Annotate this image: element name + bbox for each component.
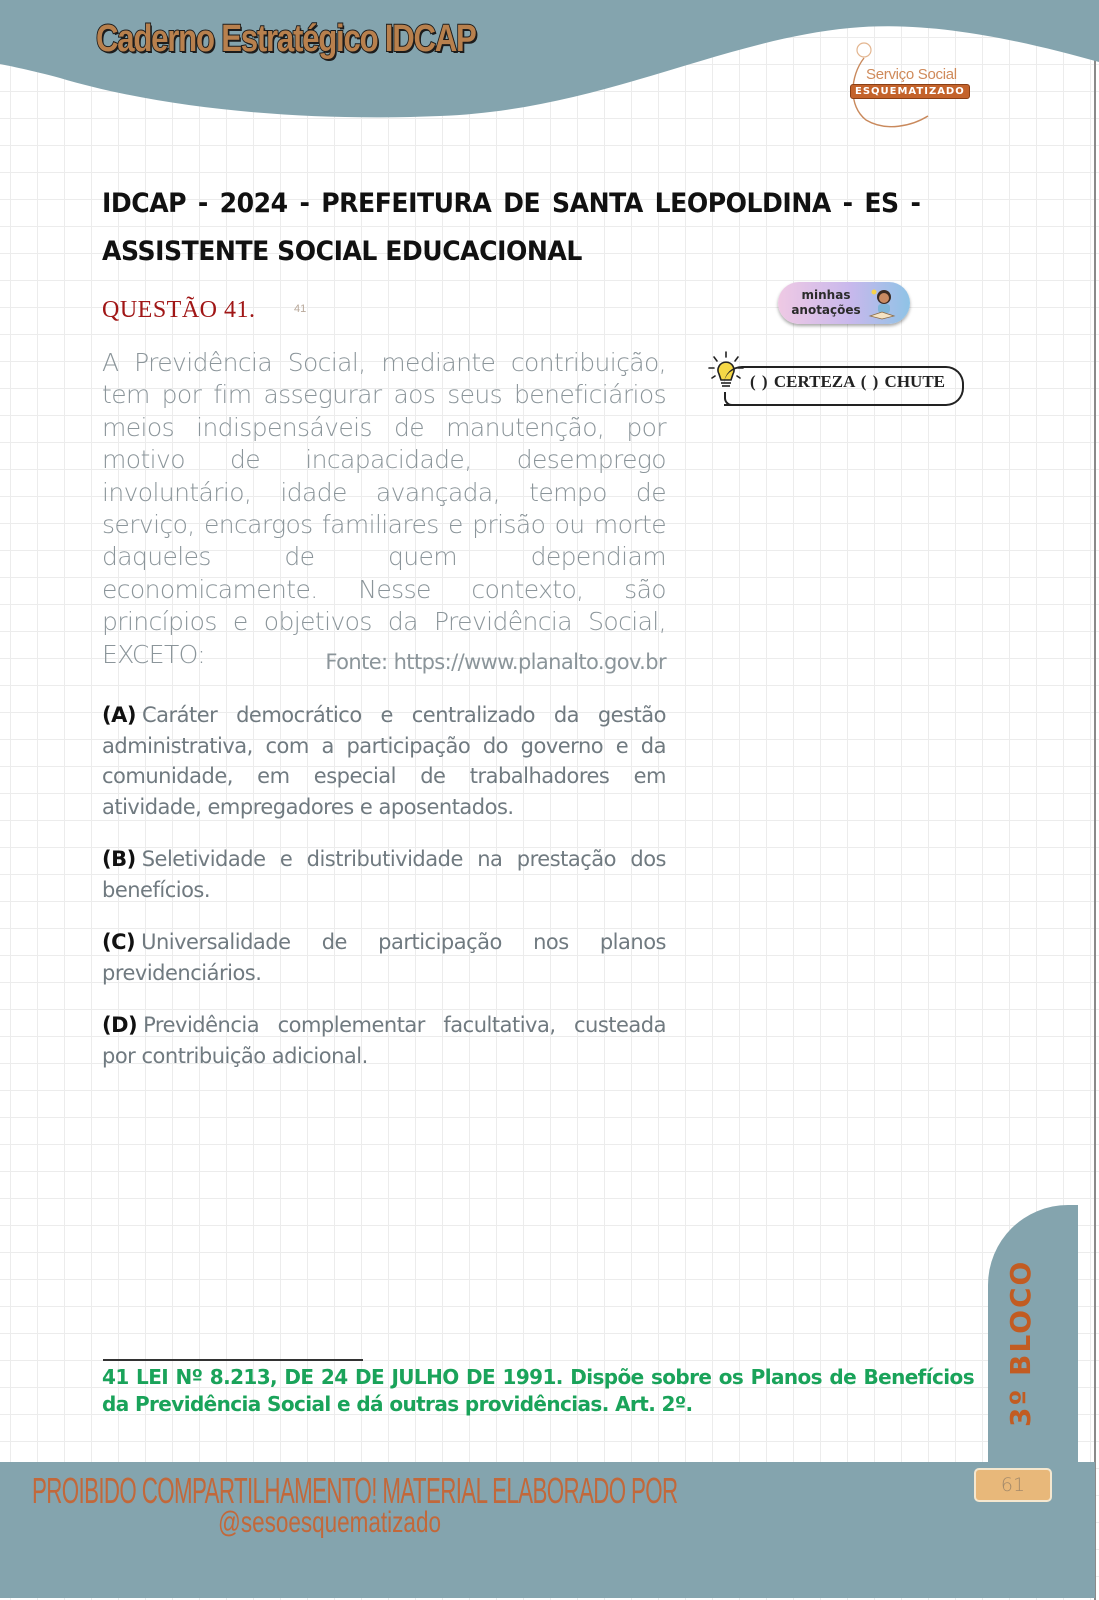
- certeza-chute-options[interactable]: ( ) CERTEZA ( ) CHUTE: [750, 372, 945, 391]
- my-notes-button[interactable]: [778, 282, 910, 324]
- section-tab-label: 3º BLOCO: [1004, 1259, 1037, 1427]
- logo-line2: ESQUEMATIZADO: [850, 84, 970, 99]
- footnote-divider: [103, 1359, 363, 1361]
- footnote-text: 41 LEI Nº 8.213, DE 24 DE JULHO DE 1991. Dispõe sobre os Planos de Benefícios da Previdência Social e dá outras providências. Art. 2º.: [102, 1365, 974, 1416]
- option-d[interactable]: [102, 1010, 666, 1071]
- section-tab: [988, 1205, 1078, 1470]
- confidence-frame-connector: [724, 392, 742, 406]
- girl-studying-icon: [866, 286, 898, 320]
- question-label: QUESTÃO 41.: [102, 297, 256, 323]
- footer-bar: [0, 1462, 1095, 1598]
- option-text: Previdência complementar facultativa, custeada por contribuição adicional.: [102, 1013, 666, 1068]
- question-heading: IDCAP - 2024 - PREFEITURA DE SANTA LEOPOLDINA - ES - ASSISTENTE SOCIAL EDUCACIONAL: [102, 188, 921, 267]
- footer-notice: PROIBIDO COMPARTILHAMENTO! MATERIAL ELABORADO POR: [32, 1470, 678, 1511]
- option-b[interactable]: [102, 844, 666, 905]
- page-border: [1094, 0, 1096, 1600]
- footer-handle: @sesoesquematizado: [218, 1506, 441, 1539]
- option-a[interactable]: [102, 700, 666, 822]
- option-c[interactable]: [102, 927, 666, 988]
- page-number-badge: 61: [974, 1468, 1052, 1502]
- option-letter: (A): [102, 703, 136, 727]
- question-statement: A Previdência Social, mediante contribuição, tem por fim assegurar aos seus beneficiários meios indispensáveis de manutenção, por motivo de incapacidade, desemprego involuntário, idade avançada, tempo de serviço, encargos familiares e prisão ou morte daqueles de quem dependiam economicamente. Nesse contexto, são princípios e objetivos da Previdência Social, EXCETO:: [102, 348, 666, 669]
- option-text: Universalidade de participação nos planos previdenciários.: [102, 930, 666, 985]
- confidence-marker[interactable]: [706, 350, 968, 408]
- option-letter: (D): [102, 1013, 138, 1037]
- option-text: Seletividade e distributividade na prestação dos benefícios.: [102, 847, 666, 902]
- option-text: Caráter democrático e centralizado da gestão administrativa, com a participação do governo e da comunidade, em especial de trabalhadores em atividade, empregadores e aposentados.: [102, 703, 666, 819]
- notes-button-label: minhas anotações: [791, 288, 861, 317]
- logo-line1: Serviço Social: [866, 66, 957, 83]
- brand-logo: [842, 36, 992, 136]
- document-title: Caderno Estratégico IDCAP: [96, 18, 476, 60]
- option-letter: (B): [102, 847, 136, 871]
- footnote-reference[interactable]: 41: [294, 303, 307, 315]
- question-source: Fonte: https://www.planalto.gov.br: [325, 650, 666, 674]
- option-letter: (C): [102, 930, 136, 954]
